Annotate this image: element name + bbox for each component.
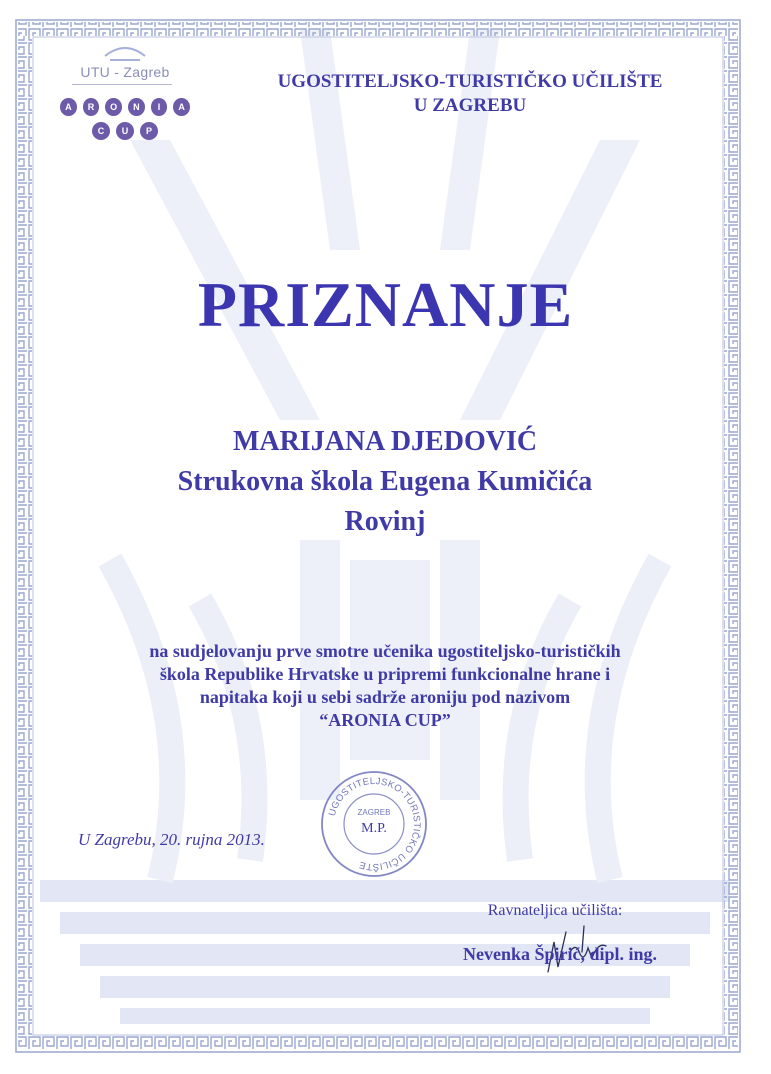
place-date: U Zagrebu, 20. rujna 2013. bbox=[78, 830, 265, 849]
official-stamp bbox=[318, 768, 430, 880]
logo-letter: R bbox=[83, 98, 100, 116]
logo-letter: O bbox=[105, 98, 122, 116]
institution-line-1: UGOSTITELJSKO-TURISTIČKO UČILIŠTE bbox=[277, 71, 663, 92]
aronia-cup-logo bbox=[60, 38, 190, 158]
logo-letter: I bbox=[151, 98, 168, 116]
award-description bbox=[70, 640, 700, 732]
logo-letter: A bbox=[60, 98, 77, 116]
logo-name: UTU - Zagreb bbox=[80, 64, 170, 80]
description-line-2: škola Republike Hrvatske u pripremi funkcionalne hrane i bbox=[159, 664, 611, 684]
description-line-3: napitaka koji u sebi sadrže aroniju pod nazivom bbox=[199, 687, 571, 707]
stamp-mp: M.P. bbox=[361, 821, 387, 836]
institution-line-2: U ZAGREBU bbox=[413, 95, 527, 116]
logo-letter: A bbox=[173, 98, 190, 116]
logo-letter: U bbox=[116, 122, 134, 140]
recipient-city: Rovinj bbox=[344, 506, 426, 537]
description-line-1: na sudjelovanju prve smotre učenika ugostiteljsko-turističkih bbox=[149, 641, 621, 661]
logo-letter: N bbox=[128, 98, 145, 116]
logo-underline bbox=[72, 84, 172, 85]
certificate-title: PRIZNANJE bbox=[197, 269, 574, 340]
recipient-name: MARIJANA DJEDOVIĆ bbox=[232, 426, 538, 457]
stamp-center-text: ZAGREB bbox=[357, 808, 391, 817]
logo-letter: P bbox=[140, 122, 158, 140]
director-name: Nevenka Špirić, dipl. ing. bbox=[462, 944, 658, 964]
director-role: Ravnateljica učilišta: bbox=[487, 902, 623, 919]
recipient-school: Strukovna škola Eugena Kumičića bbox=[177, 466, 593, 497]
recipient-block bbox=[40, 422, 730, 542]
logo-letters bbox=[60, 98, 190, 146]
description-line-4: “ARONIA CUP” bbox=[319, 710, 451, 730]
logo-letter: C bbox=[92, 122, 110, 140]
stamp-ring-text: UGOSTITELJSKO-TURISTIČKO UČILIŠTE bbox=[326, 775, 423, 873]
institution-name bbox=[225, 70, 715, 118]
